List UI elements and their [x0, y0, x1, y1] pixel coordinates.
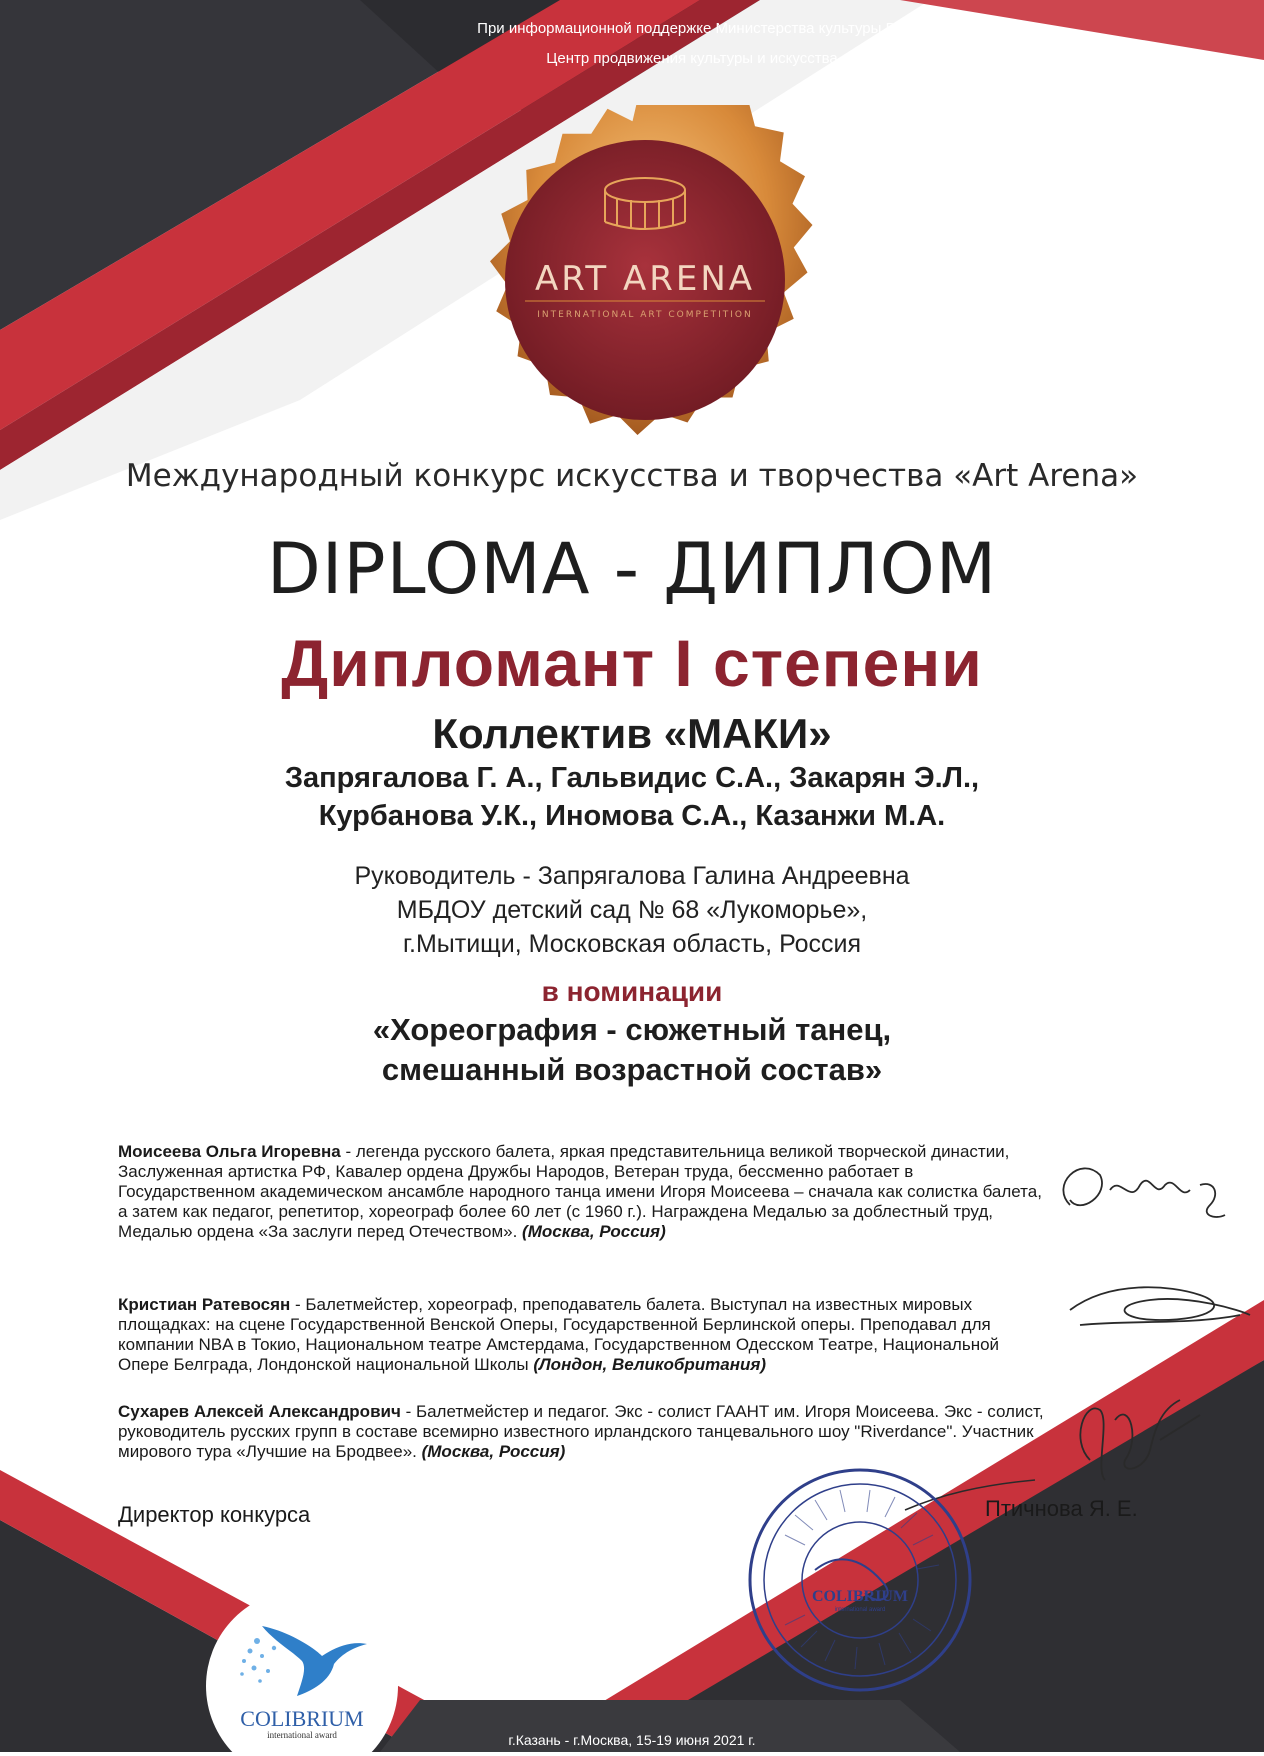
organization-name: МБДОУ детский сад № 68 «Лукоморье»,	[396, 896, 868, 924]
stamp-sub: international award	[834, 1607, 886, 1613]
jury-place: (Москва, Россия)	[522, 1222, 666, 1241]
signature	[1060, 1380, 1230, 1500]
art-arena-seal	[470, 105, 820, 455]
organization-stamp	[745, 1465, 975, 1695]
diploma-title: DIPLOMA - ДИПЛОМ	[266, 528, 998, 610]
nomination-label: в номинации	[541, 976, 723, 1007]
organization-place: г.Мытищи, Московская область, Россия	[402, 930, 862, 958]
jury-bio: - Балетмейстер и педагог. Экс - солист ГААНТ им. Игоря Моисеева. Экс - солист, руководитель русских групп в составе всемирно известного ирландского танцевального шоу "Riverdance". Участник мирового тура «Лучшие на Бродвее».	[118, 1402, 1044, 1461]
sponsor-line: При информационной поддержке Министерства культуры РФ	[477, 20, 907, 37]
center-line: Центр продвижения культуры и искусства	[546, 50, 838, 67]
jury-member	[118, 1295, 1053, 1375]
jury-bio: - Балетмейстер, хореограф, преподаватель балета. Выступал на известных мировых площадках: на сцене Государственной Венской Оперы, Государственной Берлинской оперы. Преподавал для компании NBA в Токио, Национальном театре Амстердама, Государственном Одесском Театре, Национальной Опере Белграда, Лондонской национальной Школы	[118, 1295, 1000, 1374]
nomination-line: «Хореография - сюжетный танец,	[372, 1012, 892, 1047]
stamp-brand: COLIBRIUM	[811, 1588, 909, 1605]
seal-brand: ART ARENA	[534, 259, 756, 299]
collective-name: Коллектив «МАКИ»	[432, 710, 832, 757]
jury-place: (Москва, Россия)	[421, 1442, 566, 1461]
jury-member	[118, 1142, 1053, 1242]
footer-line: г.Казань - г.Москва, 15-19 июня 2021 г.	[508, 1732, 756, 1748]
director-name: Птичнова Я. Е.	[985, 1496, 1138, 1521]
director-label: Директор конкурса	[118, 1502, 311, 1527]
signature	[1040, 1145, 1240, 1245]
members-line: Курбанова У.К., Иномова С.А., Казанжи М.А.	[318, 800, 946, 832]
nomination-line: смешанный возрастной состав»	[381, 1052, 883, 1087]
jury-name: Моисеева Ольга Игоревна	[118, 1142, 341, 1161]
jury-place: (Лондон, Великобритания)	[533, 1355, 767, 1374]
degree-title: Дипломант I степени	[281, 626, 983, 700]
colibrium-brand: COLIBRIUM	[240, 1706, 364, 1731]
leader-line: Руководитель - Запрягалова Галина Андреевна	[354, 862, 910, 890]
colibrium-sub: international award	[267, 1730, 337, 1740]
colibrium-logo	[202, 1586, 402, 1756]
jury-member	[118, 1402, 1053, 1462]
jury-bio: - легенда русского балета, яркая представительница великой творческой династии, Заслуженная артистка РФ, Кавалер ордена Дружбы Народов, Ветеран труда, бессменно работает в Государственном академическом ансамбле народного танца имени Игоря Моисеева – сначала как солистка балета, а затем как педагог, репетитор, хореограф более 60 лет (с 1960 г.). Награждена Медалью за доблестный труд, Медалью ордена «За заслуги перед Отечеством».	[118, 1142, 1042, 1241]
signature	[1050, 1270, 1260, 1350]
contest-title: Международный конкурс искусства и творчества «Art Arena»	[125, 458, 1139, 494]
jury-name: Сухарев Алексей Александрович	[118, 1402, 401, 1421]
jury-name: Кристиан Ратевосян	[118, 1295, 291, 1314]
seal-tagline: INTERNATIONAL ART COMPETITION	[537, 310, 753, 320]
members-line: Запрягалова Г. А., Гальвидис С.А., Закарян Э.Л.,	[284, 762, 980, 794]
